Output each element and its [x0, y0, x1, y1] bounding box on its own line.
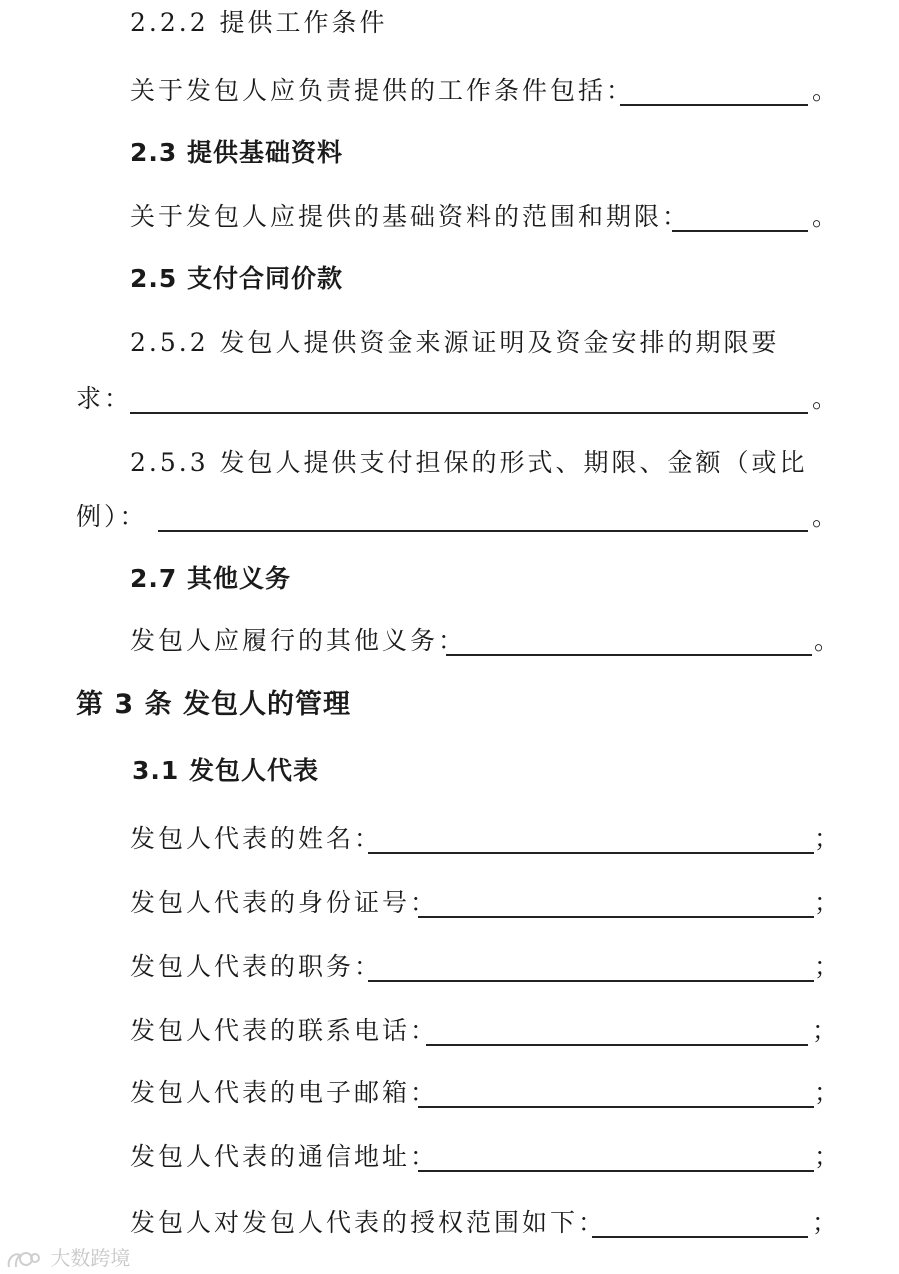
line-end-punct: ；	[814, 1142, 843, 1171]
heading-text: 3.1 发包人代表	[132, 756, 319, 785]
line-label: 发包人对发包人代表的授权范围如下：	[130, 1208, 607, 1237]
line-label: 关于发包人应提供的基础资料的范围和期限：	[130, 202, 691, 231]
line-end-punct: ；	[812, 1016, 841, 1045]
line-end-punct: 。	[812, 384, 841, 413]
line-end-punct: ；	[812, 1208, 841, 1237]
payment-guarantee-blank[interactable]	[158, 500, 808, 532]
rep-address-blank[interactable]	[418, 1140, 814, 1172]
funding-proof-blank[interactable]	[130, 382, 808, 414]
line-label: 发包人代表的身份证号：	[130, 888, 439, 917]
line-label: 发包人应履行的其他义务：	[130, 626, 467, 655]
line-label: 发包人代表的职务：	[130, 952, 383, 981]
rep-authority-blank[interactable]	[592, 1206, 808, 1238]
line-label: 2.5.2 发包人提供资金来源证明及资金安排的期限要	[130, 328, 780, 357]
watermark-text: 大数跨境	[50, 1246, 131, 1270]
rep-id-blank[interactable]	[418, 886, 814, 918]
line-label: 求：	[76, 384, 133, 413]
heading-text: 2.2.2 提供工作条件	[130, 8, 388, 37]
line-label: 发包人代表的联系电话：	[130, 1016, 439, 1045]
line-end-punct: 。	[812, 502, 841, 531]
heading-text: 第 3 条 发包人的管理	[76, 689, 351, 720]
line-end-punct: 。	[812, 202, 841, 231]
other-obligations-blank[interactable]	[446, 624, 812, 656]
line-label: 发包人代表的通信地址：	[130, 1142, 439, 1171]
line-label: 关于发包人应负责提供的工作条件包括：	[130, 76, 635, 105]
rep-name-blank[interactable]	[368, 822, 814, 854]
heading-text: 2.7 其他义务	[130, 564, 291, 593]
watermark	[6, 1242, 136, 1270]
line-end-punct: ；	[814, 1078, 843, 1107]
line-end-punct: ；	[814, 888, 843, 917]
rep-position-blank[interactable]	[368, 950, 814, 982]
line-end-punct: ；	[814, 952, 843, 981]
rep-phone-blank[interactable]	[426, 1014, 808, 1046]
line-label: 例）：	[76, 502, 148, 531]
basic-materials-blank[interactable]	[672, 200, 808, 232]
heading-text: 2.5 支付合同价款	[130, 264, 343, 293]
line-label: 发包人代表的姓名：	[130, 824, 383, 853]
watermark-logo-icon	[6, 1249, 40, 1271]
rep-email-blank[interactable]	[418, 1076, 814, 1108]
line-end-punct: ；	[814, 824, 843, 853]
line-end-punct: 。	[814, 626, 843, 655]
line-label: 发包人代表的电子邮箱：	[130, 1078, 439, 1107]
work-conditions-blank[interactable]	[620, 74, 808, 106]
line-end-punct: 。	[812, 76, 841, 105]
line-label: 2.5.3 发包人提供支付担保的形式、期限、金额（或比	[130, 448, 808, 477]
heading-text: 2.3 提供基础资料	[130, 138, 343, 167]
